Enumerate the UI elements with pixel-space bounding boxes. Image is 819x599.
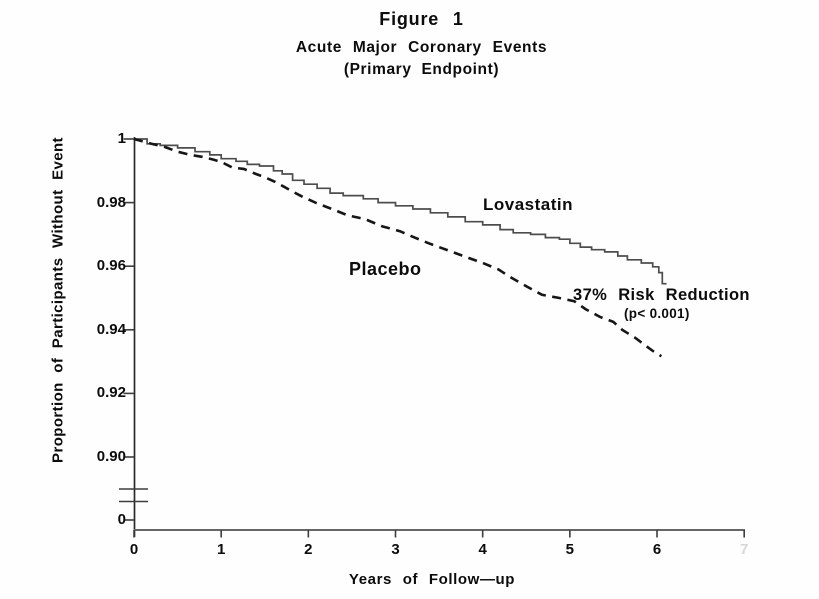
- placebo-label: Placebo: [349, 259, 422, 279]
- y-tick-label-0.92: 0.92: [96, 384, 126, 402]
- y-tick-label-0.90: 0.90: [96, 448, 126, 465]
- x-tick-label-7: 7: [740, 541, 749, 558]
- y-tick-label-0.94: 0.94: [96, 320, 126, 338]
- lovastatin-label: Lovastatin: [483, 195, 574, 214]
- figure-subtitle-2: (Primary Endpoint): [343, 61, 500, 78]
- y-axis-title: Proportion of Participants Without Event: [49, 137, 67, 463]
- y-tick-label-0.96: 0.96: [96, 257, 126, 275]
- x-tick-label-5: 5: [565, 541, 575, 558]
- risk-reduction-label: 37% Risk Reduction: [573, 286, 750, 304]
- x-tick-label-4: 4: [478, 541, 487, 558]
- x-tick-label-1: 1: [216, 541, 226, 558]
- y-tick-label-0.98: 0.98: [96, 193, 126, 211]
- p-value-label: (p< 0.001): [624, 306, 690, 321]
- y-tick-label-1: 1: [117, 130, 126, 147]
- figure-subtitle: Acute Major Coronary Events: [295, 39, 548, 56]
- y-tick-label-0: 0: [117, 511, 126, 528]
- x-tick-label-0: 0: [129, 541, 139, 558]
- x-axis-title: Years of Follow—up: [348, 571, 516, 588]
- x-tick-label-2: 2: [304, 541, 313, 558]
- figure-title: Figure 1: [379, 9, 464, 29]
- x-tick-label-3: 3: [391, 541, 400, 558]
- x-tick-label-6: 6: [652, 541, 662, 558]
